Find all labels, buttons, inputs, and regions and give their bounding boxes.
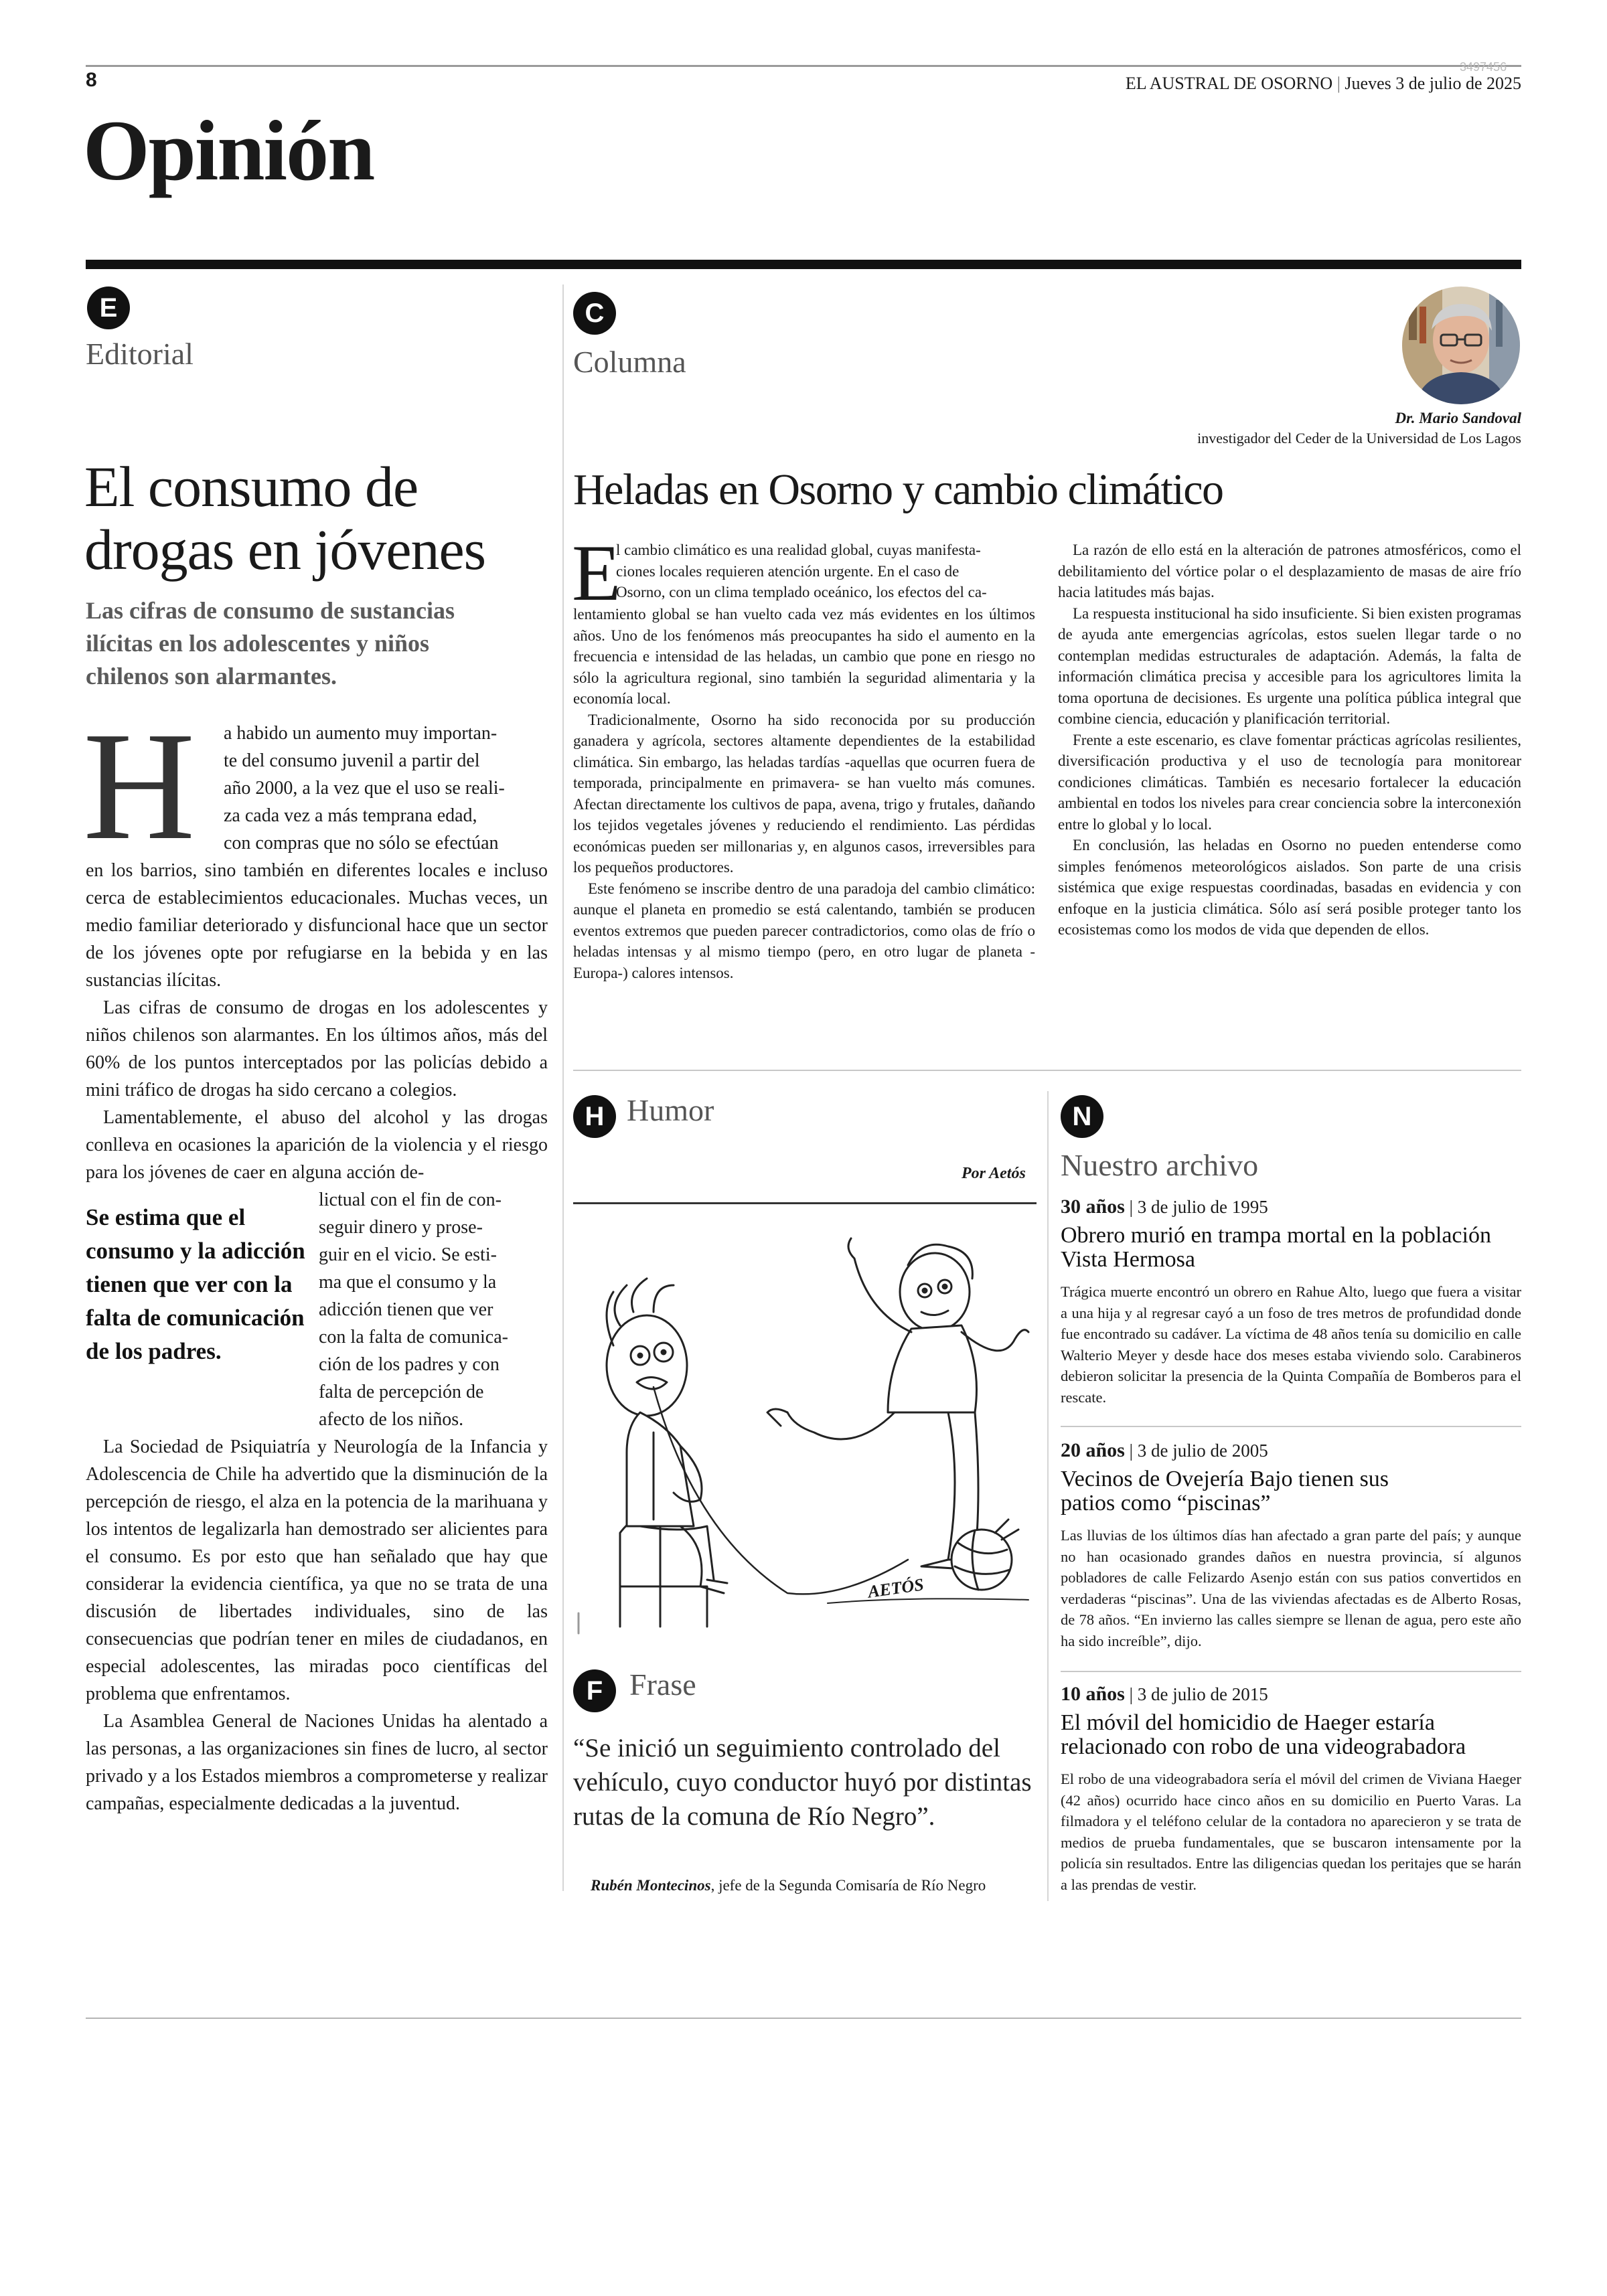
humor-rule [573, 1202, 1037, 1204]
archivo-item-1-headline: Obrero murió en trampa mortal en la población Vista Hermosa [1061, 1223, 1491, 1272]
columna-c6: Frente a este escenario, es clave fomentar prácticas agrícolas resilientes, diversificación productiva y el uso de tecnología para monitorear condiciones climáticas. También es necesario fortalecer la educación ambiental en todos los niveles para crear conciencia sobre la interconexión entre lo global y lo local. [1058, 731, 1521, 833]
editorial-p1-rest: en los barrios, sino también en diferentes locales e incluso cerca de establecimientos educacionales. Muchas veces, un medio familiar deteriorado y disfuncional hace que un sector de los jóvenes opte por refugiarse en la bebida y en las sustancias ilícitas. [86, 860, 548, 991]
columna-c1-rest: lentamiento global se han vuelto cada vez más evidentes en los últimos años. Uno de los fenómenos más preocupantes ha sido el aumento en la frecuencia e intensidad de las heladas, un cambio que pone en riesgo no sólo la agricultura regional, sino también la seguridad alimentaria y la economía local. [573, 606, 1035, 707]
columna-c2: Tradicionalmente, Osorno ha sido reconocida por su producción ganadera y agrícola, sectores altamente dependientes de la estabilidad climática. Sin embargo, las heladas tardías -aquellas que ocurren fuera de temporada, principalmente en primavera- se han vuelto más comunes. Afectan directamente los cultivos de papa, avena, trigo y frutales, dañando los tejidos vegetales jóvenes y reduciendo el rendimiento. Las pérdidas económicas pueden ser millonarias y, en algunos casos, irreversibles para los pequeños productores. [573, 711, 1035, 876]
columna-badge: C [573, 292, 616, 335]
section-title: Opinión [83, 103, 374, 198]
editorial-p3: Lamentablemente, el abuso del alcohol y las drogas conlleva en ocasiones la aparición de la violencia y el riesgo para los jóvenes de caer en alguna acción de- [86, 1107, 548, 1183]
archivo-item-2-headline: Vecinos de Ovejería Bajo tienen sus patios como “piscinas” [1061, 1467, 1389, 1515]
header-top-rule [86, 65, 1521, 67]
header-thick-rule [86, 260, 1521, 269]
editorial-p3-side: lictual con el fin de con- seguir dinero y prose- guir en el vicio. Se esti- ma que el consumo y la adicción tienen que ver con la falta de comunica- ción de los padres y con falta de percepción de afecto de los niños. [319, 1190, 508, 1430]
page-code: 3497456 [1460, 60, 1507, 74]
editorial-title-line1: El consumo de [84, 455, 418, 519]
editorial-label: Editorial [86, 337, 194, 371]
columna-author-role: investigador del Ceder de la Universidad de Los Lagos [1197, 430, 1521, 446]
column-divider-left [562, 284, 564, 1891]
column-divider-right [1047, 1091, 1049, 1901]
archivo-item-1-years: 30 años [1061, 1196, 1125, 1218]
humor-credit: Por Aetós [962, 1165, 1026, 1182]
archivo-badge: N [1061, 1095, 1103, 1138]
archivo-item-2 [1061, 1439, 1521, 1651]
columna-col1 [572, 528, 1035, 983]
archivo-item-1-body: Trágica muerte encontró un obrero en Rahue Alto, luego que fuera a visitar a una hija y al regresar cayó a un foso de tres metros de profundidad donde fue encontrado su cadáver. La víctima de 48 años tenía su domicilio en calle Walterio Meyer y desde hace dos meses estaba viviendo solo. Carabineros debieron solicitar la presencia de la Quinta Compañía de Bomberos para el rescate. [1061, 1283, 1521, 1406]
archivo-rule-2 [1061, 1671, 1521, 1672]
archivo-item-1 [1061, 1196, 1521, 1408]
humor-cartoon [573, 1212, 1037, 1640]
frase-badge: F [573, 1669, 616, 1712]
humor-label: Humor [627, 1093, 714, 1127]
archivo-item-2-date: | 3 de julio de 2005 [1124, 1441, 1268, 1461]
columna-title: Heladas en Osorno y cambio climático [573, 465, 1223, 514]
editorial-body [83, 700, 548, 1817]
editorial-subtitle: Las cifras de consumo de sustancias ilícitas en los adolescentes y niños chilenos son alarmantes. [86, 597, 455, 689]
frase-attribution [591, 1877, 986, 1894]
cartoon-signature: AETÓS [866, 1574, 925, 1602]
editorial-badge: E [87, 286, 130, 329]
columna-dropcap: E [572, 528, 621, 617]
archivo-item-3-headline: El móvil del homicidio de Haeger estaría relacionado con robo de una videograbadora [1061, 1710, 1466, 1759]
editorial-dropcap: H [83, 700, 196, 872]
archivo-item-2-years: 20 años [1061, 1439, 1125, 1461]
columna-c1-top: l cambio climático es una realidad global, cuyas manifesta- ciones locales requieren atención urgente. En el caso de Osorno, con un clima templado oceánico, los efectos del ca- [616, 542, 987, 600]
archivo-item-3-date: | 3 de julio de 2015 [1124, 1684, 1268, 1704]
publication-name: EL AUSTRAL DE OSORNO [1125, 74, 1333, 93]
archivo-item-3 [1061, 1683, 1521, 1895]
frase-label: Frase [629, 1667, 696, 1702]
footer-rule [86, 2018, 1521, 2019]
columna-bottom-rule [573, 1070, 1521, 1071]
editorial-p2: Las cifras de consumo de drogas en los adolescentes y niños chilenos son alarmantes. En los últimos años, más del 60% de los puntos interceptados por las policías debido a mini tráfico de drogas ha sido cercano a colegios. [86, 997, 548, 1100]
archivo-rule-1 [1061, 1426, 1521, 1427]
archivo-item-1-date: | 3 de julio de 1995 [1124, 1197, 1268, 1217]
humor-badge: H [573, 1095, 616, 1138]
frase-author: Rubén Montecinos [591, 1877, 711, 1894]
columna-author-name: Dr. Mario Sandoval [1395, 410, 1521, 426]
columna-c5: La respuesta institucional ha sido insuficiente. Si bien existen programas de ayuda ante emergencias agrícolas, estos suelen llegar tarde o no contemplan medidas estructurales de adaptación. Además, la falta de información climática precisa y accesible para los agricultores limita la toma oportuna de decisiones. Es urgente una política pública integral que combine ciencia, educación y planificación territorial. [1058, 604, 1521, 727]
columna-c3: Este fenómeno se inscribe dentro de una paradoja del cambio climático: aunque el planeta en promedio se está calentando, también se producen eventos extremos que pueden parecer contradictorios, como olas de frío o heladas intensas y al mismo tiempo (pero, en otro lugar de planeta -Europa-) calores intensos. [573, 880, 1035, 981]
editorial-p4: La Sociedad de Psiquiatría y Neurología de la Infancia y Adolescencia de Chile ha advertido que la disminución de la percepción de riesgo, el alza en la potencia de la marihuana y los intentos de legalizarla han demostrado ser alicientes para el consumo. Es por esto que han señalado que hay que considerar la evidencia científica, ya que no se trata de una discusión de libertades individuales, sino de las consecuencias que podrían tener en miles de ciudadanos, en especial adolescentes, las miradas poco científicas del problema que enfrentamos. [86, 1437, 548, 1704]
editorial-title-line2: drogas en jóvenes [84, 517, 486, 582]
archivo-item-3-years: 10 años [1061, 1683, 1125, 1705]
author-photo [1402, 286, 1520, 404]
archivo-item-3-body: El robo de una videograbadora sería el móvil del crimen de Viviana Haeger (42 años) ocurrido hace cinco años en su domicilio en Puerto Varas. La filmadora y el teléfono celular de la contadora no aparecieron y se trata de medios de prueba fundamentales, que se buscaron intensamente por la policía sin resultados. Entre las diligencias quedan los peritajes que se harán a las prendas de vestir. [1061, 1771, 1521, 1893]
archivo-item-2-body: Las lluvias de los últimos días han afectado a gran parte del país; y aunque no han ocasionado grandes daños en nuestra provincia, sí algunos pobladores de calle Felizardo Asenjo están con sus patios convertidos en verdaderas “piscinas”. Una de las viviendas afectadas es de Alberto Rosas, de 78 años. “En invierno las calles siempre se llenan de agua, pero este año ha sido increíble”, dijo. [1061, 1527, 1521, 1649]
page-number: 8 [86, 69, 97, 91]
editorial-pullquote: Se estima que el consumo y la adicción tienen que ver con la falta de comunicación de los padres. [86, 1204, 305, 1364]
archivo-label: Nuestro archivo [1061, 1148, 1259, 1182]
editorial-p5: La Asamblea General de Naciones Unidas ha alentado a las personas, a las organizaciones sin fines de lucro, al sector privado y a los Estados miembros a comprometerse y realizar campañas, especialmente dedicadas a la juventud. [86, 1711, 548, 1814]
columna-c7: En conclusión, las heladas en Osorno no pueden entenderse como simples fenómenos meteorológicos aislados. Son parte de una crisis sistémica que exige respuestas coordinadas, basadas en evidencia y con enfoque en la justicia climática. Sólo así será posible proteger tanto los ecosistemas como los modos de vida que dependen de ellos. [1058, 837, 1521, 938]
masthead: EL AUSTRAL DE OSORNO | Jueves 3 de julio de 2025 [1125, 74, 1521, 93]
columna-label: Columna [573, 345, 686, 379]
frase-quote: “Se inició un seguimiento controlado del vehículo, cuyo conductor huyó por distintas rutas de la comuna de Río Negro”. [573, 1734, 1032, 1831]
editorial-title [84, 455, 485, 581]
editorial-p1-top: a habido un aumento muy importan- te del consumo juvenil a partir del año 2000, a la vez que el uso se reali- za cada vez a más temprana edad, con compras que no sólo se efectúan [224, 723, 505, 853]
columna-c4: La razón de ello está en la alteración de patrones atmosféricos, como el debilitamiento del vórtice polar o el desplazamiento de masas de aire frío hacia latitudes más bajas. [1058, 542, 1521, 600]
columna-col2 [1058, 540, 1521, 940]
publication-date: Jueves 3 de julio de 2025 [1345, 74, 1521, 93]
frase-author-role: , jefe de la Segunda Comisaría de Río Negro [710, 1877, 986, 1894]
